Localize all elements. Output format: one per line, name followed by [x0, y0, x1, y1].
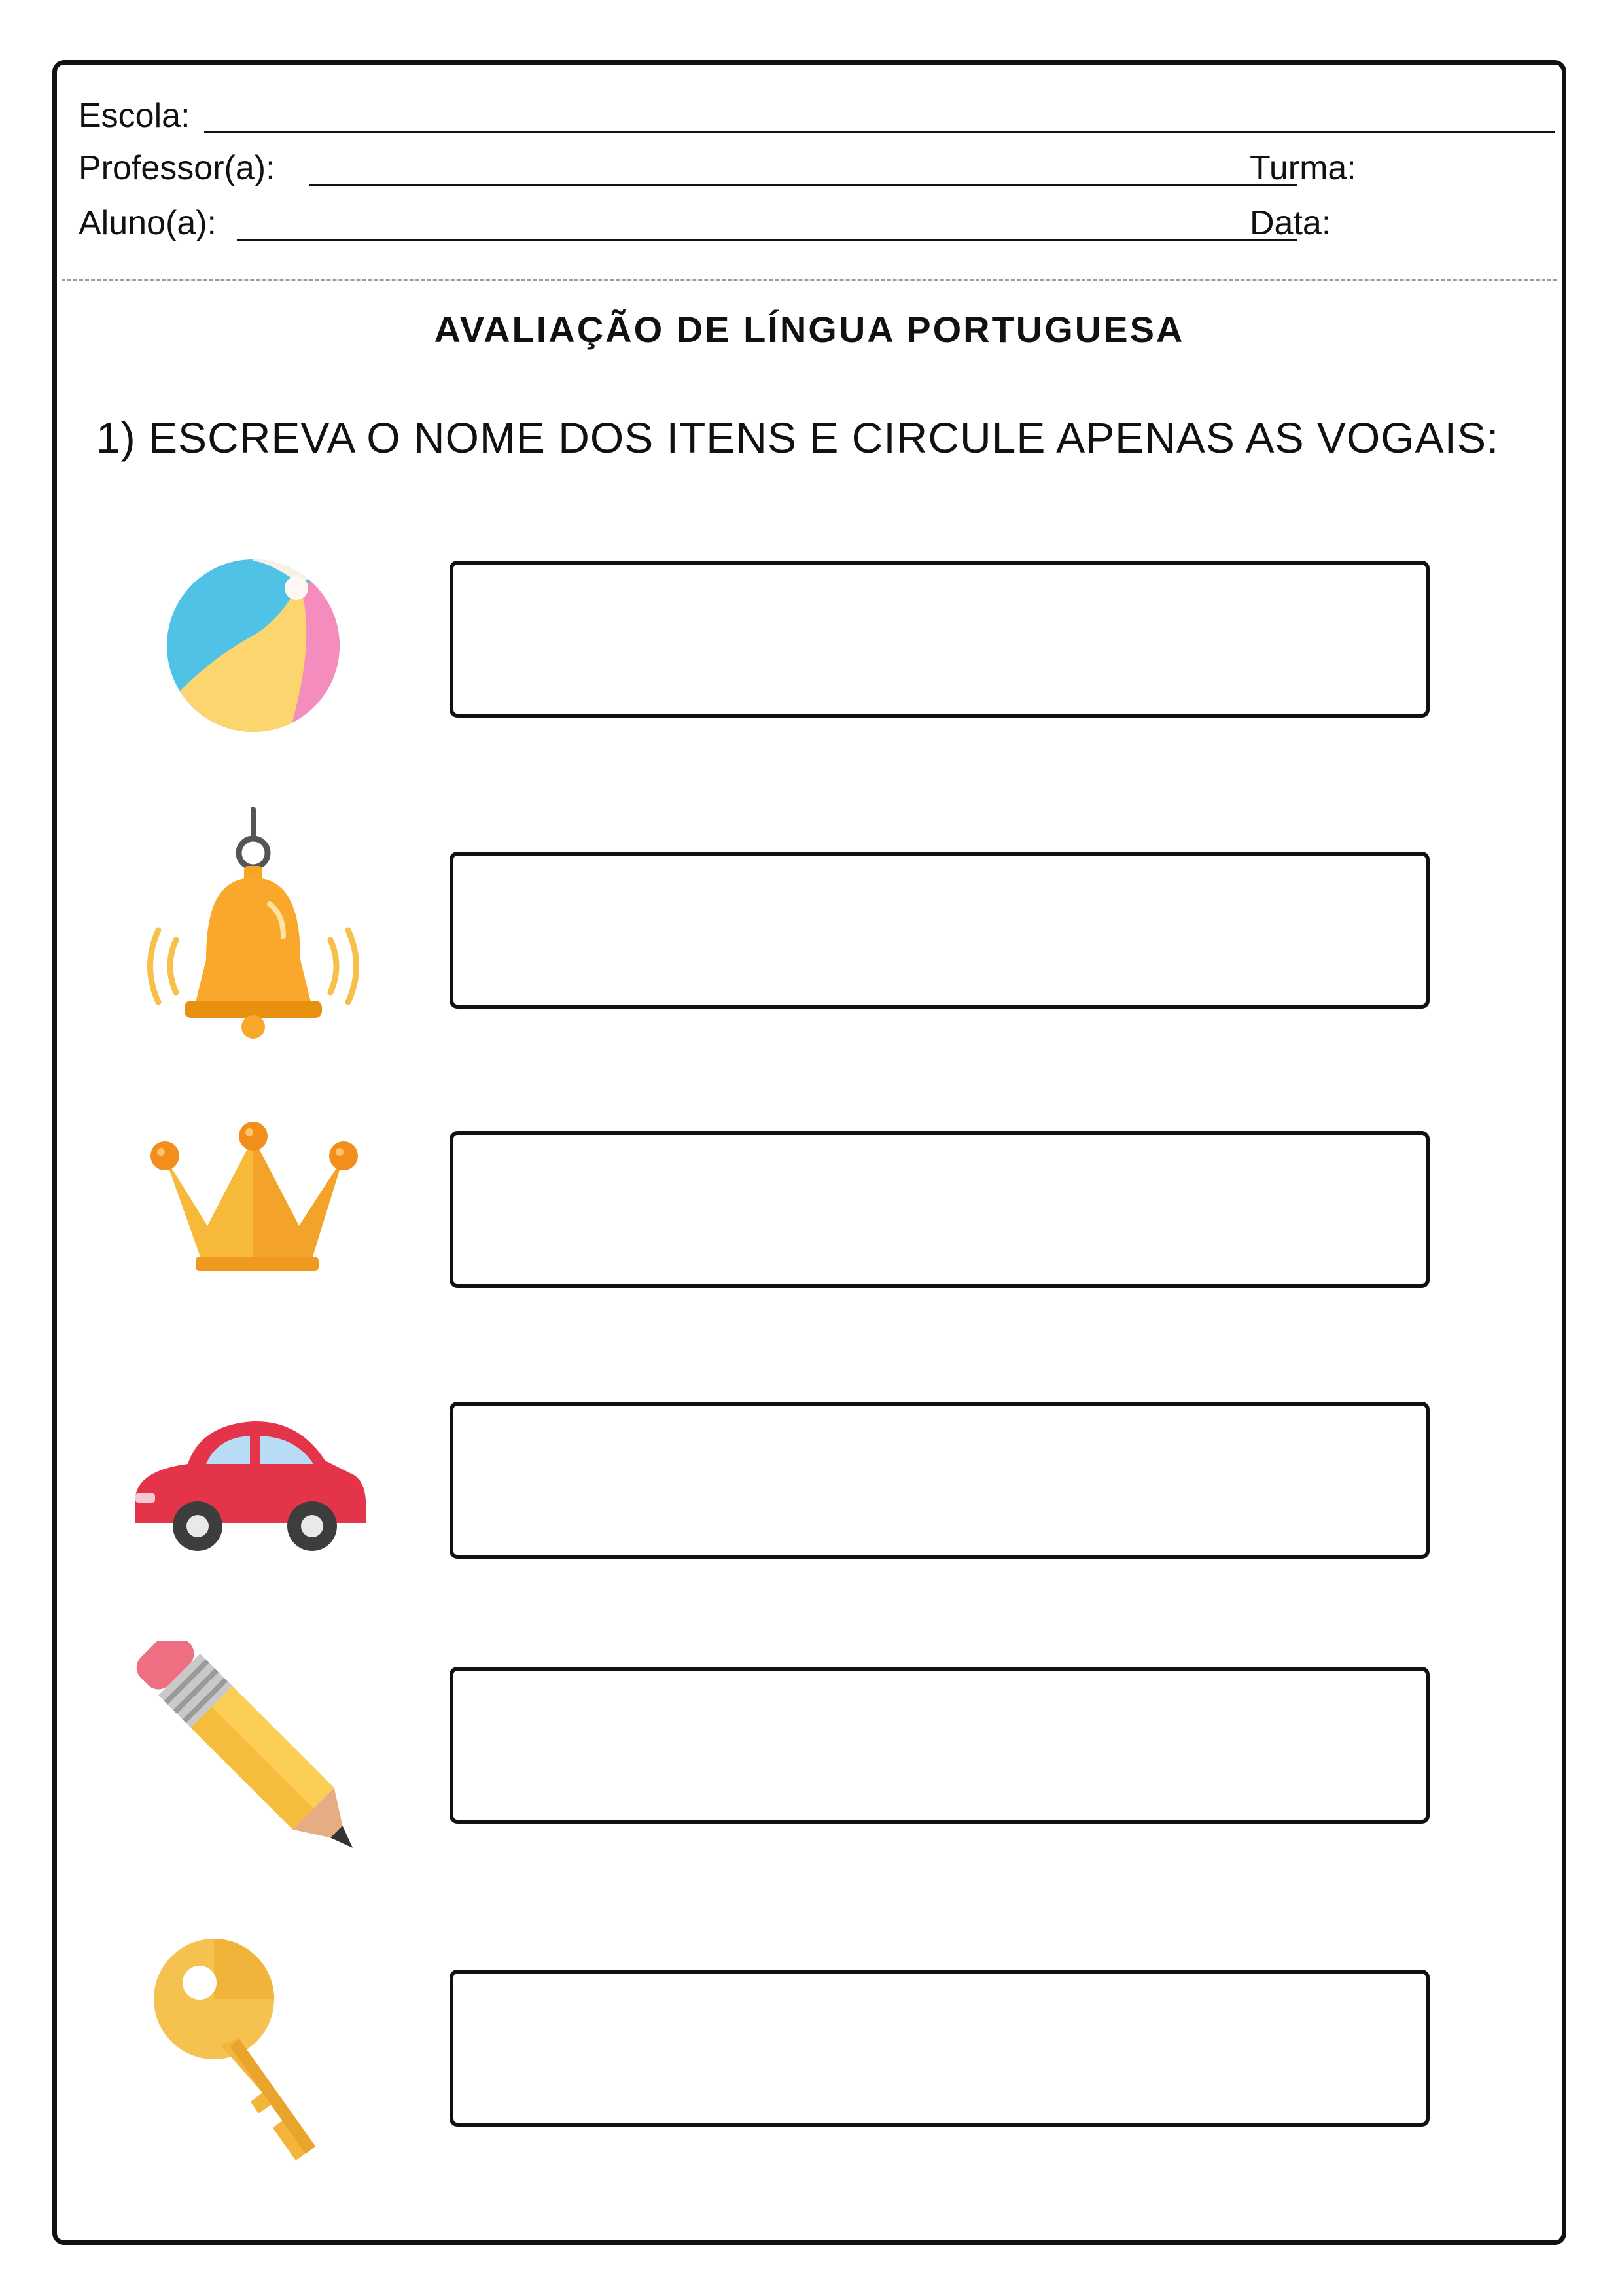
teacher-label: Professor(a):: [79, 149, 275, 187]
school-label: Escola:: [79, 97, 190, 135]
school-field[interactable]: [204, 131, 1555, 133]
answer-box[interactable]: [450, 1131, 1430, 1288]
key-icon: [122, 1930, 384, 2166]
answer-box[interactable]: [450, 561, 1430, 718]
question-text: 1) ESCREVA O NOME DOS ITENS E CIRCULE APENAS AS VOGAIS:: [96, 413, 1500, 462]
date-label: Data:: [1250, 204, 1331, 242]
crown-icon: [122, 1118, 384, 1314]
item-row: [57, 561, 1562, 731]
item-row: [57, 1970, 1562, 2140]
class-label: Turma:: [1250, 149, 1356, 187]
car-icon: [122, 1389, 384, 1585]
beach-ball-icon: [122, 548, 384, 744]
header-divider: [62, 279, 1557, 281]
item-row: [57, 1402, 1562, 1572]
item-row: [57, 1131, 1562, 1301]
bell-icon: [122, 806, 384, 1054]
student-field[interactable]: [237, 239, 1297, 241]
teacher-field[interactable]: [309, 184, 1297, 186]
page-title: AVALIAÇÃO DE LÍNGUA PORTUGUESA: [434, 309, 1185, 350]
pencil-icon: [122, 1641, 384, 1856]
answer-box[interactable]: [450, 1667, 1430, 1824]
item-row: [57, 852, 1562, 1022]
answer-box[interactable]: [450, 852, 1430, 1009]
student-label: Aluno(a):: [79, 204, 217, 242]
answer-box[interactable]: [450, 1402, 1430, 1559]
answer-box[interactable]: [450, 1970, 1430, 2127]
item-row: [57, 1667, 1562, 1837]
worksheet-frame: [52, 60, 1566, 2245]
